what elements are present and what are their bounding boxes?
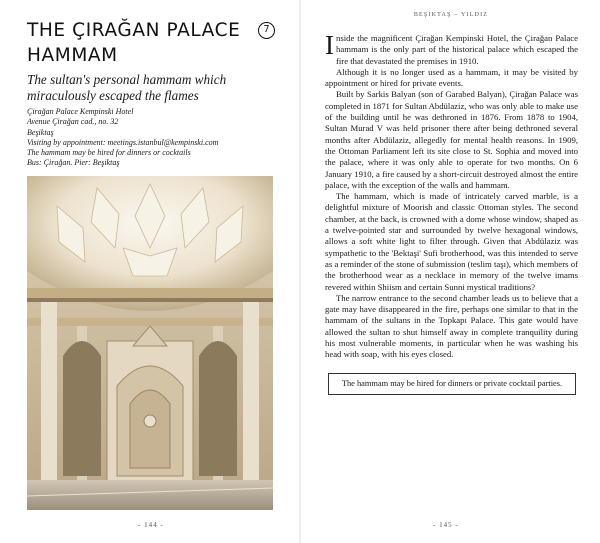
page-title: THE ÇIRAĞAN PALACE HAMMAM [27, 20, 241, 66]
subtitle: The sultan's personal hammam which miraculously escaped the flames [27, 72, 227, 103]
paragraph-1 [325, 30, 578, 67]
paragraph-3: Built by Sarkis Balyan (son of Garabed Balyan), Çirağan Palace was completed in 1871 for Sultan Abdülaziz, who was only able to make use of the building until he was dethroned in 1876. From 1878 to 1904, Sultan Murad V was held prisoner there after being dethroned several months after Abdülaziz, allegedly for mental health reasons. In 1909, the Ottoman Parliament left its site close to St. Sophia and moved into the palace, where it was only able to operate for two months. On 6 January 1910, a fire caused by a short-circuit destroyed almost the entire palace, with the exception of the walls and hammam. [325, 89, 578, 190]
info-transport: Bus: Çirağan. Pier: Beşiktaş [27, 158, 120, 168]
hammam-photo [27, 176, 273, 510]
info-visiting: Visiting by appointment: meetings.istanbul@kempinski.com [27, 137, 219, 147]
body-text [325, 30, 578, 361]
paragraph-1-text: nside the magnificent Çirağan Kempinski Hotel, the Çirağan Palace hammam is the only part of the historical palace which escaped the fire that devastated the premises in 1910. [336, 33, 578, 66]
paragraph-5: The narrow entrance to the second chamber leads us to believe that a gate may have disappeared in the fire, perhaps one similar to that in the hammam of the sultans in the Topkapı Palace. This gate would have allowed the sultan to shut himself away in complete tranquility during his most vulnerable moments, in particular when he was washing his head with soap, with his eyes closed. [325, 292, 578, 360]
info-address: Avenue Çirağan cad., no. 32 [27, 117, 119, 127]
running-head: BEŞIKTAŞ – YILDIZ [413, 12, 489, 18]
page-number-left: - 144 - [138, 521, 164, 529]
info-block [27, 107, 287, 169]
paragraph-4: The hammam, which is made of intricately carved marble, is a delightful mixture of Moorish and classic Ottoman styles. The second chamber, at the back, is crowned with a dome whose window, shaped as a twelve-pointed star and surrounded by twelve hexagonal windows, allows a soft white light to filter through. Given that Abdülaziz was sympathetic to the 'Bektaşi' Sufi brotherhood, was this intended to serve as a reminder of the stone of submission (teslim taşı), which members of the brotherhood wear as a necklace in memory of the twelve imams revered within Shiism and certain Sunni mystical traditions? [325, 191, 578, 292]
right-page [300, 0, 600, 543]
hire-callout-box: The hammam may be hired for dinners or private cocktail parties. [328, 373, 576, 395]
drop-cap: I [325, 30, 334, 60]
info-hire: The hammam may be hired for dinners or cocktails [27, 148, 191, 158]
info-district: Beşiktaş [27, 127, 54, 137]
paragraph-2: Although it is no longer used as a hammam, it may be visited by appointment or hired for private events. [325, 66, 578, 89]
hammam-illustration [27, 176, 273, 510]
info-hotel: Çirağan Palace Kempinski Hotel [27, 107, 134, 116]
page-number-right: - 145 - [433, 521, 459, 529]
entry-number-badge: 7 [258, 22, 275, 39]
